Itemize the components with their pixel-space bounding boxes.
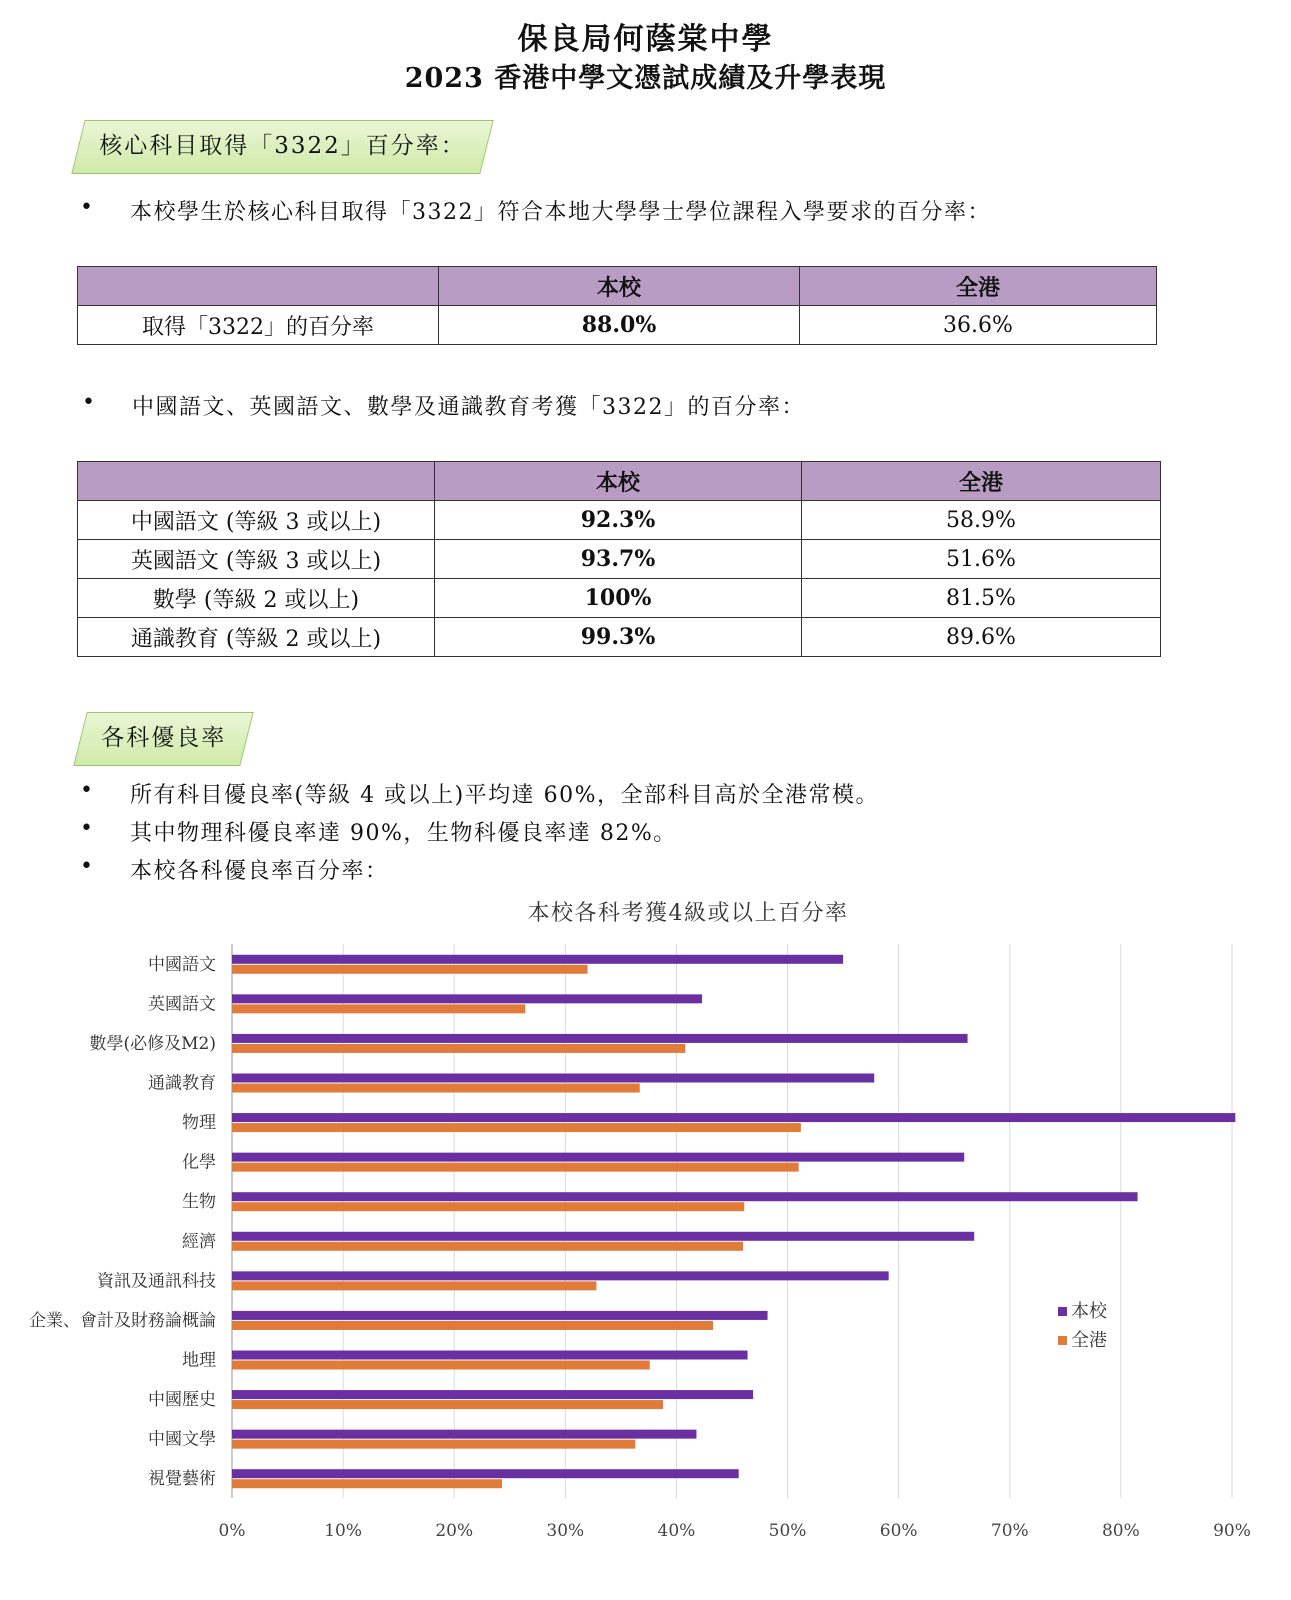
chart-category-label: 資訊及通訊科技 (97, 1271, 216, 1292)
chart-bar (232, 1192, 1138, 1201)
chart-x-ticks (219, 1521, 1251, 1541)
legend-label: 本校 (1071, 1301, 1107, 1322)
row-label: 中國語文 (等級 3 或以上) (78, 501, 435, 540)
chart-x-tick-label: 20% (435, 1521, 474, 1541)
row-school-value: 100% (435, 579, 802, 618)
table-header-school: 本校 (435, 462, 802, 501)
row-school-value: 88.0% (439, 306, 800, 345)
row-label: 數學 (等級 2 或以上) (78, 579, 435, 618)
page-subtitle: 2023 香港中學文憑試成績及升學表現 (404, 63, 887, 94)
bullet-excellence-1 (80, 778, 880, 809)
section-tag-3322 (71, 120, 493, 174)
chart-category-label: 生物 (182, 1192, 216, 1213)
bullet-excellence-1-text: 所有科目優良率(等級 4 或以上)平均達 60%，全部科目高於全港常模。 (130, 783, 880, 808)
row-hk-value: 51.6% (802, 540, 1161, 579)
table-core-subjects (77, 461, 1161, 657)
chart-x-tick-label: 40% (657, 1521, 696, 1541)
section-tag-3322-label: 核心科目取得「3322」百分率： (99, 133, 466, 159)
table-row (78, 540, 1161, 579)
table-row (78, 501, 1161, 540)
row-school-value: 93.7% (435, 540, 802, 579)
chart-category-label: 中國語文 (148, 954, 216, 975)
chart-bar (232, 1281, 596, 1290)
chart-bar (232, 1153, 964, 1162)
bullet-3322-intro (80, 195, 991, 226)
chart-x-tick-label: 0% (218, 1521, 246, 1541)
chart-category-label: 物理 (182, 1113, 216, 1134)
table-header-hk: 全港 (800, 267, 1157, 306)
chart-category-label: 企業、會計及財務論概論 (29, 1310, 216, 1331)
bullet-excellence-3-text: 本校各科優良率百分率： (130, 859, 389, 884)
chart-category-label: 英國語文 (148, 994, 216, 1015)
bullet-dot: • (80, 816, 95, 841)
bullet-core-subjects (82, 390, 805, 421)
table-header-row (78, 462, 1161, 501)
row-label: 取得「3322」的百分率 (78, 306, 439, 345)
chart-bar (232, 1430, 696, 1439)
chart-bar (232, 1351, 748, 1360)
excellence-bar-chart (0, 890, 1291, 1600)
table-row (78, 306, 1157, 345)
row-hk-value: 36.6% (800, 306, 1157, 345)
row-hk-value: 81.5% (802, 579, 1161, 618)
bullet-excellence-3 (80, 854, 389, 885)
bullet-dot: • (80, 195, 95, 220)
chart-category-label: 地理 (182, 1350, 216, 1371)
chart-x-tick-label: 80% (1101, 1521, 1140, 1541)
chart-x-tick-label: 70% (990, 1521, 1029, 1541)
chart-bars (232, 955, 1235, 1488)
chart-title: 本校各科考獲4級或以上百分率 (527, 901, 849, 926)
legend-label: 全港 (1071, 1330, 1107, 1351)
chart-bar (232, 1202, 744, 1211)
chart-bar (232, 1084, 640, 1093)
chart-bar (232, 1311, 768, 1320)
legend-swatch (1058, 1307, 1067, 1316)
chart-bar (232, 1113, 1235, 1122)
bullet-dot: • (80, 854, 95, 879)
chart-category-label: 通識教育 (148, 1073, 216, 1094)
table-row (78, 618, 1161, 657)
chart-bar (232, 1044, 685, 1053)
table-header-hk: 全港 (802, 462, 1161, 501)
chart-bar (232, 1390, 753, 1399)
row-label: 英國語文 (等級 3 或以上) (78, 540, 435, 579)
chart-category-label: 視覺藝術 (148, 1469, 216, 1490)
chart-bar (232, 1163, 799, 1172)
chart-x-tick-label: 60% (879, 1521, 918, 1541)
table-3322-overall (77, 266, 1157, 345)
chart-bar (232, 1123, 801, 1132)
chart-bar (232, 965, 588, 974)
chart-bar (232, 1242, 743, 1251)
table-header-school: 本校 (439, 267, 800, 306)
chart-bar (232, 1004, 525, 1013)
table-header-empty (78, 267, 439, 306)
chart-bar (232, 955, 843, 964)
chart-bar (232, 994, 702, 1003)
chart-category-labels (29, 955, 216, 1489)
chart-bar (232, 1469, 739, 1478)
row-school-value: 99.3% (435, 618, 802, 657)
table-header-row (78, 267, 1157, 306)
bullet-core-subjects-text: 中國語文、英國語文、數學及通識教育考獲「3322」的百分率： (132, 395, 805, 420)
chart-category-label: 化學 (182, 1152, 216, 1173)
bullet-dot: • (82, 390, 97, 415)
row-hk-value: 58.9% (802, 501, 1161, 540)
chart-x-tick-label: 10% (324, 1521, 363, 1541)
bullet-excellence-2 (80, 816, 677, 847)
row-label: 通識教育 (等級 2 或以上) (78, 618, 435, 657)
chart-category-label: 數學(必修及M2) (89, 1033, 216, 1054)
row-school-value: 92.3% (435, 501, 802, 540)
chart-x-tick-label: 50% (768, 1521, 807, 1541)
chart-bar (232, 1232, 974, 1241)
chart-legend (1058, 1301, 1108, 1351)
chart-category-label: 中國文學 (148, 1429, 216, 1450)
chart-x-tick-label: 30% (546, 1521, 585, 1541)
chart-bar (232, 1400, 663, 1409)
legend-swatch (1058, 1336, 1067, 1345)
bullet-excellence-2-text: 其中物理科優良率達 90%，生物科優良率達 82%。 (130, 821, 677, 846)
chart-category-label: 經濟 (182, 1231, 216, 1252)
chart-bar (232, 1479, 502, 1488)
bullet-dot: • (80, 778, 95, 803)
chart-bar (232, 1271, 889, 1280)
chart-bar (232, 1361, 650, 1370)
table-row (78, 579, 1161, 618)
chart-bar (232, 1321, 713, 1330)
chart-grid (232, 944, 1232, 1498)
school-name: 保良局何蔭棠中學 (517, 22, 774, 57)
bullet-3322-intro-text: 本校學生於核心科目取得「3322」符合本地大學學士學位課程入學要求的百分率： (130, 200, 991, 225)
section-tag-excellence (73, 712, 253, 766)
chart-bar (232, 1034, 968, 1043)
section-tag-excellence-label: 各科優良率 (101, 725, 227, 751)
row-hk-value: 89.6% (802, 618, 1161, 657)
table-header-empty (78, 462, 435, 501)
chart-x-tick-label: 90% (1213, 1521, 1251, 1541)
chart-category-label: 中國歷史 (148, 1390, 216, 1411)
chart-bar (232, 1440, 635, 1449)
chart-bar (232, 1074, 874, 1083)
